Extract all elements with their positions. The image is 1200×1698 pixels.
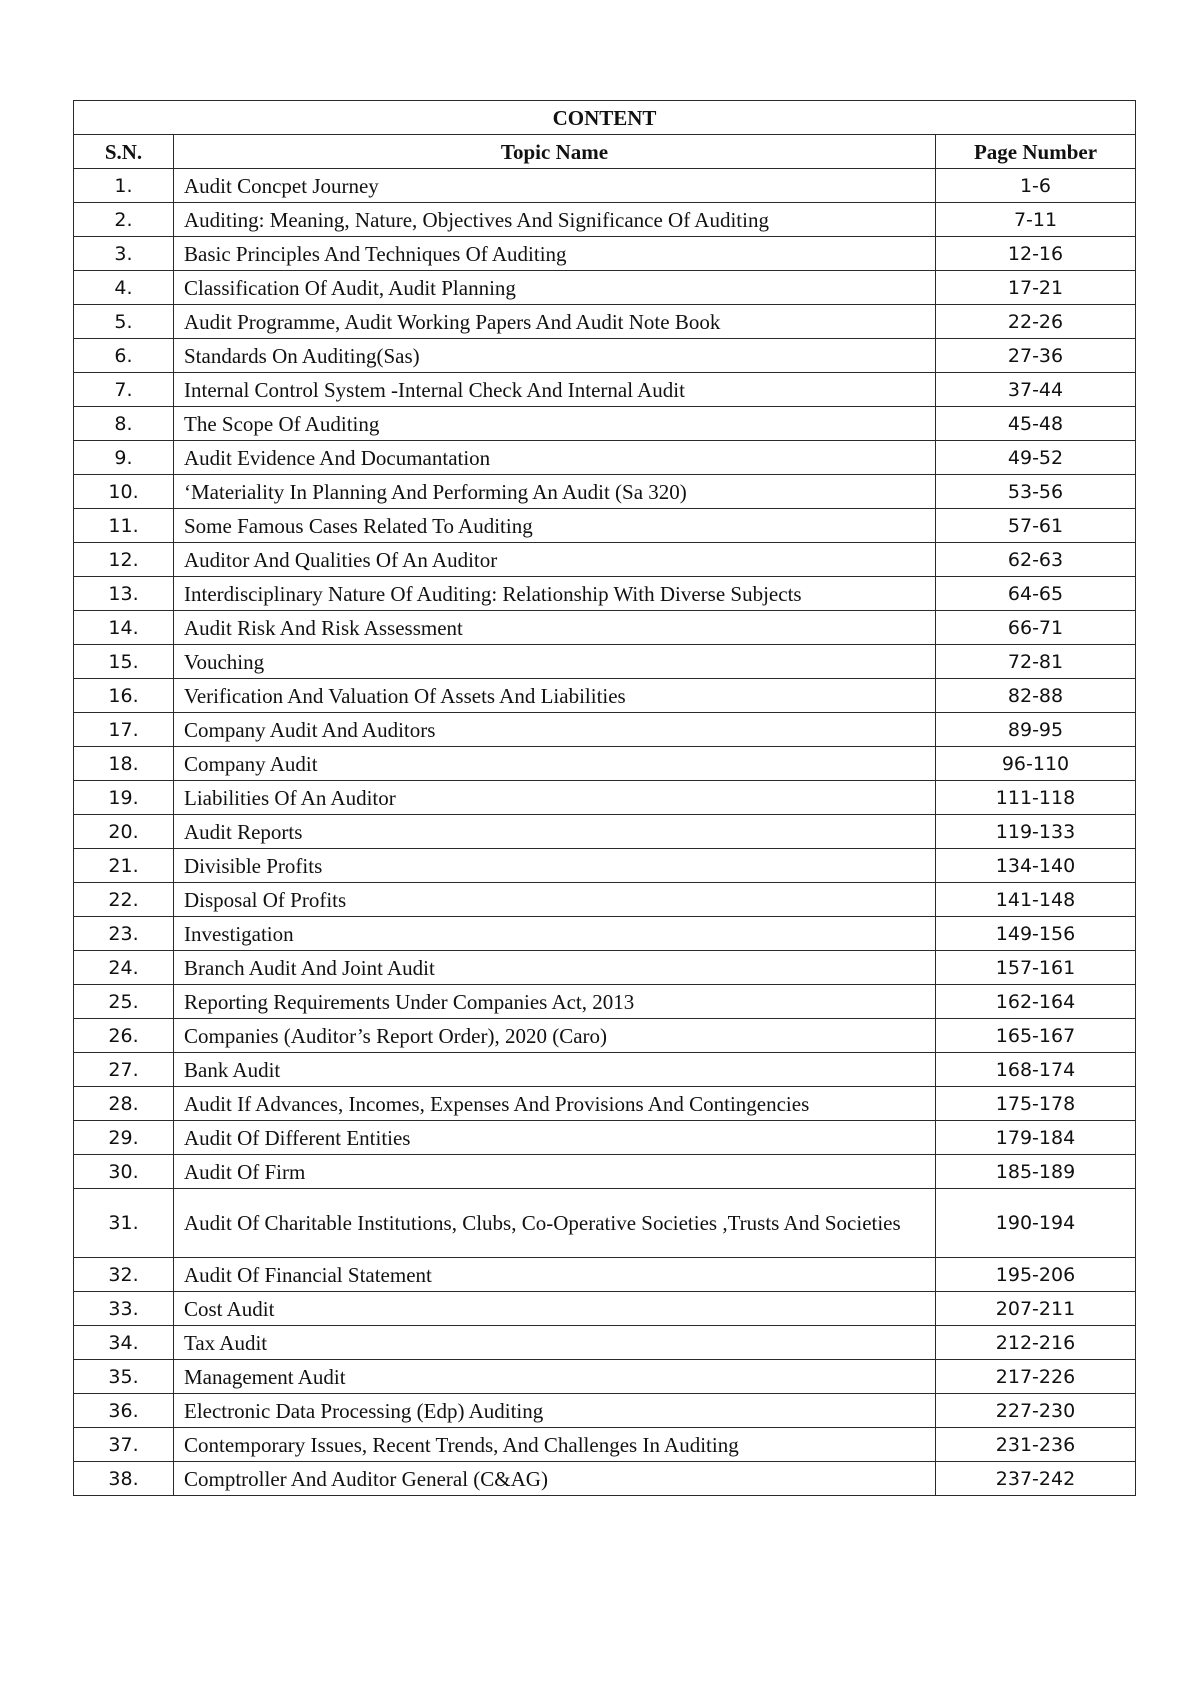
- contents-table: [73, 100, 1136, 1496]
- row-page-range: 82-88: [936, 679, 1136, 713]
- row-serial-number: 6.: [74, 339, 174, 373]
- row-page-range: 96-110: [936, 747, 1136, 781]
- row-topic-name: Tax Audit: [174, 1326, 936, 1360]
- row-serial-number: 30.: [74, 1155, 174, 1189]
- row-topic-name: Auditor And Qualities Of An Auditor: [174, 543, 936, 577]
- row-topic-name: Bank Audit: [174, 1053, 936, 1087]
- row-topic-name: Investigation: [174, 917, 936, 951]
- row-page-range: 22-26: [936, 305, 1136, 339]
- row-page-range: 12-16: [936, 237, 1136, 271]
- row-page-range: 141-148: [936, 883, 1136, 917]
- row-serial-number: 12.: [74, 543, 174, 577]
- row-page-range: 64-65: [936, 577, 1136, 611]
- row-serial-number: 34.: [74, 1326, 174, 1360]
- row-topic-name: Vouching: [174, 645, 936, 679]
- row-serial-number: 33.: [74, 1292, 174, 1326]
- header-topic: Topic Name: [174, 135, 936, 169]
- row-topic-name: Branch Audit And Joint Audit: [174, 951, 936, 985]
- row-topic-name: Audit Of Financial Statement: [174, 1258, 936, 1292]
- table-row: [74, 441, 1136, 475]
- row-page-range: 195-206: [936, 1258, 1136, 1292]
- row-topic-name: Cost Audit: [174, 1292, 936, 1326]
- row-serial-number: 9.: [74, 441, 174, 475]
- row-page-range: 185-189: [936, 1155, 1136, 1189]
- row-serial-number: 29.: [74, 1121, 174, 1155]
- table-row: [74, 917, 1136, 951]
- row-page-range: 27-36: [936, 339, 1136, 373]
- row-serial-number: 15.: [74, 645, 174, 679]
- row-serial-number: 14.: [74, 611, 174, 645]
- table-row: [74, 407, 1136, 441]
- row-serial-number: 4.: [74, 271, 174, 305]
- row-serial-number: 38.: [74, 1462, 174, 1496]
- table-row: [74, 951, 1136, 985]
- row-page-range: 207-211: [936, 1292, 1136, 1326]
- row-page-range: 119-133: [936, 815, 1136, 849]
- table-row: [74, 543, 1136, 577]
- row-serial-number: 18.: [74, 747, 174, 781]
- row-serial-number: 37.: [74, 1428, 174, 1462]
- row-topic-name: Audit If Advances, Incomes, Expenses And Provisions And Contingencies: [174, 1087, 936, 1121]
- table-row: [74, 985, 1136, 1019]
- row-page-range: 237-242: [936, 1462, 1136, 1496]
- row-serial-number: 24.: [74, 951, 174, 985]
- row-serial-number: 7.: [74, 373, 174, 407]
- table-row: [74, 781, 1136, 815]
- header-row: [74, 135, 1136, 169]
- row-serial-number: 36.: [74, 1394, 174, 1428]
- row-topic-name: Auditing: Meaning, Nature, Objectives And Significance Of Auditing: [174, 203, 936, 237]
- row-topic-name: Audit Evidence And Documantation: [174, 441, 936, 475]
- row-page-range: 72-81: [936, 645, 1136, 679]
- table-row: [74, 509, 1136, 543]
- row-page-range: 134-140: [936, 849, 1136, 883]
- table-row: [74, 1019, 1136, 1053]
- row-page-range: 89-95: [936, 713, 1136, 747]
- row-topic-name: Management Audit: [174, 1360, 936, 1394]
- table-row: [74, 1292, 1136, 1326]
- row-topic-name: Basic Principles And Techniques Of Auditing: [174, 237, 936, 271]
- table-row: [74, 373, 1136, 407]
- table-row: [74, 1121, 1136, 1155]
- row-topic-name: Electronic Data Processing (Edp) Auditing: [174, 1394, 936, 1428]
- row-topic-name: Classification Of Audit, Audit Planning: [174, 271, 936, 305]
- row-page-range: 217-226: [936, 1360, 1136, 1394]
- row-topic-name: Audit Programme, Audit Working Papers And Audit Note Book: [174, 305, 936, 339]
- row-serial-number: 26.: [74, 1019, 174, 1053]
- row-page-range: 17-21: [936, 271, 1136, 305]
- row-serial-number: 5.: [74, 305, 174, 339]
- table-row: [74, 1326, 1136, 1360]
- row-serial-number: 2.: [74, 203, 174, 237]
- table-row: [74, 645, 1136, 679]
- row-page-range: 190-194: [936, 1189, 1136, 1258]
- row-serial-number: 21.: [74, 849, 174, 883]
- row-page-range: 212-216: [936, 1326, 1136, 1360]
- contents-body: [74, 169, 1136, 1496]
- table-row: [74, 815, 1136, 849]
- row-page-range: 49-52: [936, 441, 1136, 475]
- row-serial-number: 16.: [74, 679, 174, 713]
- row-serial-number: 23.: [74, 917, 174, 951]
- table-row: [74, 271, 1136, 305]
- table-row: [74, 713, 1136, 747]
- row-topic-name: Company Audit And Auditors: [174, 713, 936, 747]
- row-serial-number: 17.: [74, 713, 174, 747]
- row-page-range: 157-161: [936, 951, 1136, 985]
- row-topic-name: Audit Of Charitable Institutions, Clubs, Co-Operative Societies ,Trusts And Societies: [174, 1189, 936, 1258]
- row-serial-number: 11.: [74, 509, 174, 543]
- header-sn: S.N.: [74, 135, 174, 169]
- table-row: [74, 1053, 1136, 1087]
- contents-title: CONTENT: [74, 101, 1136, 135]
- row-serial-number: 13.: [74, 577, 174, 611]
- row-topic-name: The Scope Of Auditing: [174, 407, 936, 441]
- table-row: [74, 1155, 1136, 1189]
- row-serial-number: 28.: [74, 1087, 174, 1121]
- row-serial-number: 20.: [74, 815, 174, 849]
- row-serial-number: 31.: [74, 1189, 174, 1258]
- row-topic-name: Comptroller And Auditor General (C&AG): [174, 1462, 936, 1496]
- row-page-range: 37-44: [936, 373, 1136, 407]
- row-topic-name: Audit Reports: [174, 815, 936, 849]
- row-topic-name: Some Famous Cases Related To Auditing: [174, 509, 936, 543]
- row-page-range: 162-164: [936, 985, 1136, 1019]
- row-page-range: 227-230: [936, 1394, 1136, 1428]
- row-topic-name: Companies (Auditor’s Report Order), 2020 (Caro): [174, 1019, 936, 1053]
- row-serial-number: 8.: [74, 407, 174, 441]
- row-topic-name: Verification And Valuation Of Assets And Liabilities: [174, 679, 936, 713]
- row-topic-name: Liabilities Of An Auditor: [174, 781, 936, 815]
- table-row: [74, 611, 1136, 645]
- row-page-range: 231-236: [936, 1428, 1136, 1462]
- row-serial-number: 25.: [74, 985, 174, 1019]
- row-page-range: 175-178: [936, 1087, 1136, 1121]
- row-page-range: 165-167: [936, 1019, 1136, 1053]
- table-row: [74, 1394, 1136, 1428]
- row-page-range: 7-11: [936, 203, 1136, 237]
- row-topic-name: Interdisciplinary Nature Of Auditing: Relationship With Diverse Subjects: [174, 577, 936, 611]
- row-serial-number: 27.: [74, 1053, 174, 1087]
- row-topic-name: Audit Risk And Risk Assessment: [174, 611, 936, 645]
- table-row: [74, 1462, 1136, 1496]
- table-row: [74, 203, 1136, 237]
- table-row: [74, 237, 1136, 271]
- table-row: [74, 305, 1136, 339]
- row-page-range: 149-156: [936, 917, 1136, 951]
- row-page-range: 1-6: [936, 169, 1136, 203]
- row-topic-name: Disposal Of Profits: [174, 883, 936, 917]
- row-page-range: 66-71: [936, 611, 1136, 645]
- row-serial-number: 22.: [74, 883, 174, 917]
- row-page-range: 62-63: [936, 543, 1136, 577]
- table-row: [74, 1189, 1136, 1258]
- row-serial-number: 19.: [74, 781, 174, 815]
- table-row: [74, 577, 1136, 611]
- row-topic-name: Audit Of Different Entities: [174, 1121, 936, 1155]
- row-topic-name: Internal Control System -Internal Check And Internal Audit: [174, 373, 936, 407]
- row-page-range: 57-61: [936, 509, 1136, 543]
- row-page-range: 111-118: [936, 781, 1136, 815]
- row-page-range: 53-56: [936, 475, 1136, 509]
- header-page: Page Number: [936, 135, 1136, 169]
- table-row: [74, 169, 1136, 203]
- row-topic-name: ‘Materiality In Planning And Performing An Audit (Sa 320): [174, 475, 936, 509]
- table-row: [74, 747, 1136, 781]
- table-row: [74, 1428, 1136, 1462]
- table-row: [74, 1258, 1136, 1292]
- row-serial-number: 10.: [74, 475, 174, 509]
- row-serial-number: 35.: [74, 1360, 174, 1394]
- table-row: [74, 883, 1136, 917]
- row-topic-name: Standards On Auditing(Sas): [174, 339, 936, 373]
- table-row: [74, 339, 1136, 373]
- row-topic-name: Company Audit: [174, 747, 936, 781]
- table-row: [74, 1087, 1136, 1121]
- row-serial-number: 1.: [74, 169, 174, 203]
- row-serial-number: 3.: [74, 237, 174, 271]
- row-page-range: 45-48: [936, 407, 1136, 441]
- table-row: [74, 849, 1136, 883]
- row-topic-name: Audit Of Firm: [174, 1155, 936, 1189]
- table-row: [74, 1360, 1136, 1394]
- title-row: [74, 101, 1136, 135]
- row-topic-name: Contemporary Issues, Recent Trends, And Challenges In Auditing: [174, 1428, 936, 1462]
- table-row: [74, 679, 1136, 713]
- row-page-range: 179-184: [936, 1121, 1136, 1155]
- row-topic-name: Audit Concpet Journey: [174, 169, 936, 203]
- row-page-range: 168-174: [936, 1053, 1136, 1087]
- table-row: [74, 475, 1136, 509]
- row-topic-name: Reporting Requirements Under Companies Act, 2013: [174, 985, 936, 1019]
- row-topic-name: Divisible Profits: [174, 849, 936, 883]
- row-serial-number: 32.: [74, 1258, 174, 1292]
